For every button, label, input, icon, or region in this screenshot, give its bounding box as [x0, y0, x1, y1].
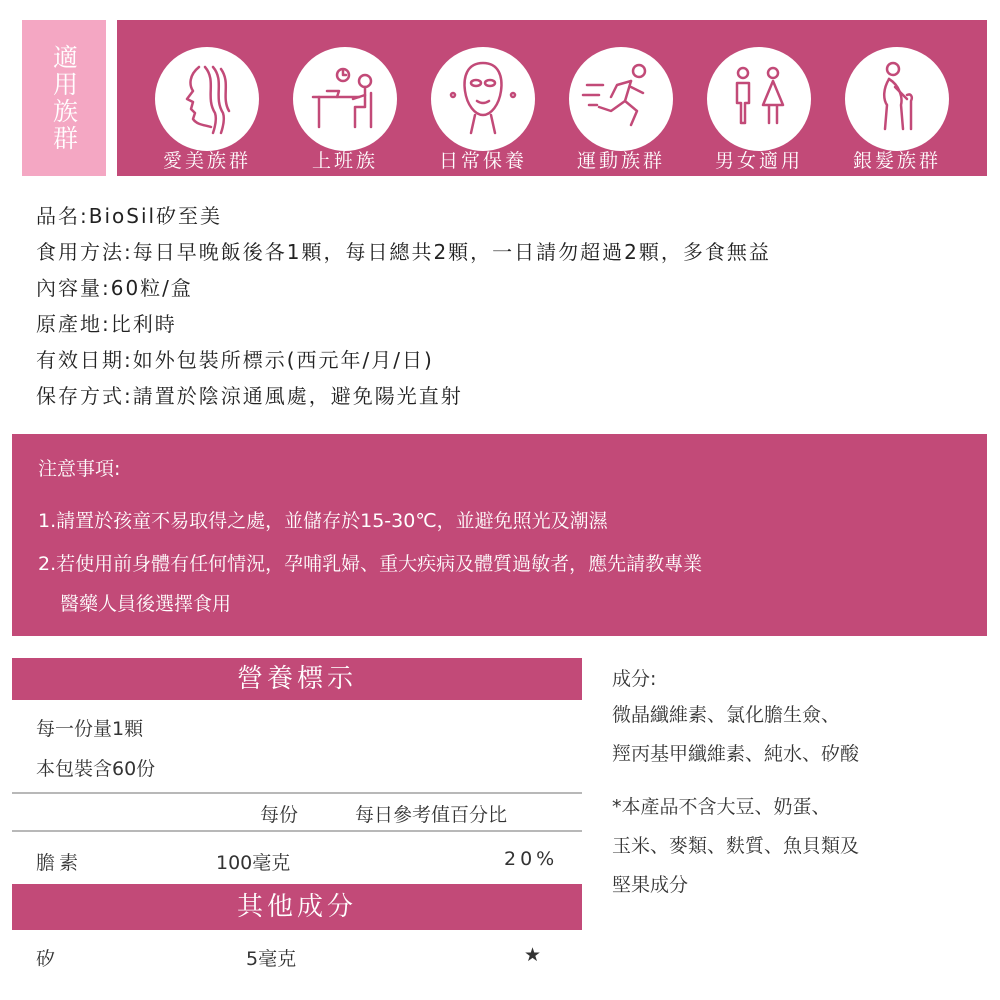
target-groups-label: 適用族群	[22, 20, 106, 176]
runner-icon	[569, 47, 673, 151]
office-worker-icon	[293, 47, 397, 151]
man-woman-icon	[707, 47, 811, 151]
ingredients-line-2: 羥丙基甲纖維素、純水、矽酸	[612, 743, 860, 765]
other-percent: ★	[524, 944, 542, 966]
face-mask-icon	[431, 47, 535, 151]
storage-method: 保存方式:請置於陰涼通風處，避免陽光直射	[36, 384, 463, 408]
target-groups-banner	[117, 20, 987, 176]
rule-mid	[12, 830, 582, 832]
other-ingredients-title: 其他成分	[12, 884, 582, 930]
group-seniors-label: 銀髮族群	[852, 150, 941, 172]
notice-item-2-cont: 醫藥人員後選擇食用	[60, 593, 232, 615]
other-name: 矽	[36, 948, 56, 970]
group-sports	[556, 20, 686, 176]
ingredients-line-1: 微晶纖維素、氯化膽生僉、	[612, 704, 841, 726]
group-seniors	[832, 20, 962, 176]
ingredients-title: 成分:	[612, 668, 657, 690]
expiry-date: 有效日期:如外包裝所標示(西元年/月/日)	[36, 348, 434, 372]
notice-title: 注意事項:	[38, 458, 121, 480]
other-amount: 5毫克	[246, 948, 297, 970]
nutrition-title: 營養標示	[12, 658, 582, 700]
group-men-women	[694, 20, 824, 176]
allergen-note-1: *本產品不含大豆、奶蛋、	[612, 796, 831, 818]
servings-per-package: 本包裝含60份	[36, 758, 156, 780]
group-office	[280, 20, 410, 176]
col-per-serving: 每份	[260, 804, 299, 826]
row-percent: 20%	[504, 848, 559, 870]
product-info	[36, 198, 976, 414]
group-daily-care	[418, 20, 548, 176]
group-beauty-label: 愛美族群	[162, 150, 251, 172]
usage-directions: 食用方法:每日早晚飯後各1顆，每日總共2顆，一日請勿超過2顆，多食無益	[36, 240, 771, 264]
ingredients	[612, 662, 992, 905]
notice-panel	[12, 434, 987, 636]
row-name: 膽素	[36, 852, 83, 874]
allergen-note-3: 堅果成分	[612, 874, 689, 896]
product-name: 品名:BioSil矽至美	[36, 204, 223, 228]
group-men-women-label: 男女適用	[714, 150, 803, 172]
notice-item-2: 2.若使用前身體有任何情況，孕哺乳婦、重大疾病及體質過敏者，應先請教專業	[38, 553, 703, 575]
group-daily-care-label: 日常保養	[438, 150, 527, 172]
rule-top	[12, 792, 582, 794]
row-amount: 100毫克	[216, 852, 291, 874]
beauty-profile-icon	[155, 47, 259, 151]
group-office-label: 上班族	[311, 150, 378, 172]
allergen-note-2: 玉米、麥類、麩質、魚貝類及	[612, 835, 860, 857]
country-of-origin: 原產地:比利時	[36, 312, 177, 336]
col-daily-value: 每日參考值百分比	[355, 804, 508, 826]
nutrition-table	[12, 658, 582, 988]
notice-item-1: 1.請置於孩童不易取得之處，並儲存於15-30℃，並避免照光及潮濕	[38, 510, 608, 532]
group-beauty	[142, 20, 272, 176]
content-amount: 內容量:60粒/盒	[36, 276, 193, 300]
serving-size: 每一份量1顆	[36, 718, 144, 740]
elderly-cane-icon	[845, 47, 949, 151]
group-sports-label: 運動族群	[576, 150, 665, 172]
